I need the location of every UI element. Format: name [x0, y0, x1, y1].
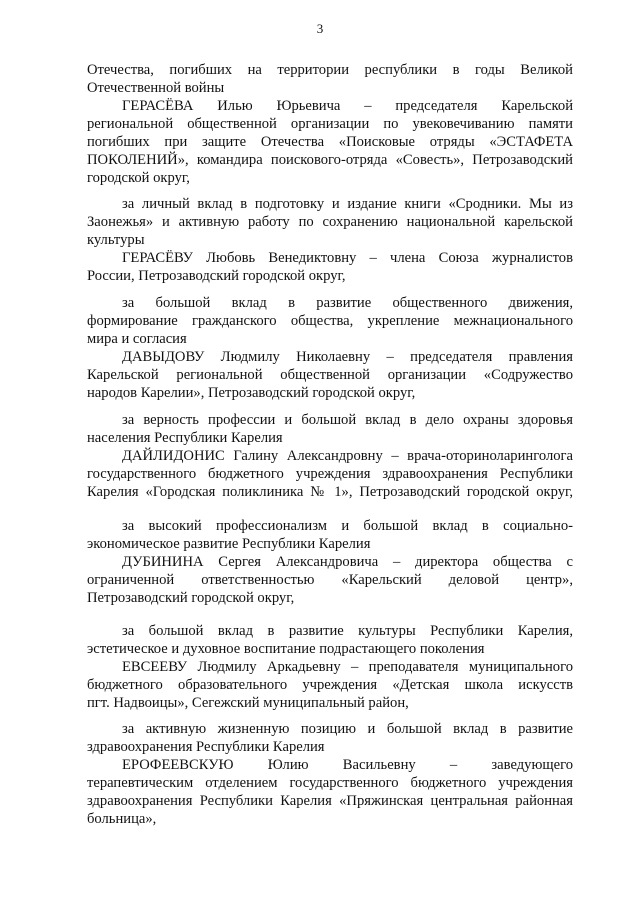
text-line: городской округ, — [87, 170, 190, 186]
text-line: за верность профессии и большой вклад в дело охраны здоровья — [122, 412, 573, 428]
text-line: эстетическое и духовное воспитание подрастающего поколения — [87, 641, 485, 657]
text-line: Карелия «Городская поликлиника № 1», Петрозаводский городской округ, — [87, 484, 573, 500]
text-line: здравоохранения Республики Карелия — [87, 739, 325, 755]
text-line: терапевтическим отделением государственного бюджетного учреждения — [87, 775, 573, 791]
text-line: ДУБИНИНА Сергея Александровича – директора общества с — [122, 554, 573, 570]
text-line: ограниченной ответственностью «Карельский деловой центр», — [87, 572, 573, 588]
text-line: культуры — [87, 232, 145, 248]
text-line: больница», — [87, 811, 157, 827]
text-line: погибших при защите Отечества «Поисковые отряды «ЭСТАФЕТА — [87, 134, 573, 150]
text-line: региональной общественной организации по увековечиванию памяти — [87, 116, 573, 132]
text-line: России, Петрозаводский городской округ, — [87, 268, 346, 284]
text-line: за высокий профессионализм и большой вклад в социально- — [122, 518, 573, 534]
text-line: за большой вклад в развитие культуры Республики Карелия, — [122, 623, 573, 639]
text-line: формирование гражданского общества, укрепление межнационального — [87, 313, 573, 329]
text-line: здравоохранения Республики Карелия «Пряжинская центральная районная — [87, 793, 573, 809]
page-number: 3 — [316, 21, 324, 36]
text-line: ПОКОЛЕНИЙ», командира поискового-отряда «Совесть», Петрозаводский — [87, 152, 573, 168]
text-line: ДАВЫДОВУ Людмилу Николаевну – председателя правления — [122, 349, 573, 365]
text-line: Карельской региональной общественной организации «Содружество — [87, 367, 573, 383]
text-line: Отечественной войны — [87, 80, 225, 96]
text-line: пгт. Надвоицы», Сегежский муниципальный район, — [87, 695, 409, 711]
text-line: Отечества, погибших на территории республики в годы Великой — [87, 62, 573, 78]
text-line: за личный вклад в подготовку и издание книги «Сродники. Мы из — [122, 196, 573, 212]
text-line: за активную жизненную позицию и большой вклад в развитие — [122, 721, 573, 737]
text-line: ГЕРАСЁВА Илью Юрьевича – председателя Карельской — [122, 98, 573, 114]
text-line: ЕРОФЕЕВСКУЮ Юлию Васильевну – заведующего — [122, 757, 573, 773]
text-line: экономическое развитие Республики Карелия — [87, 536, 371, 552]
text-line: за большой вклад в развитие общественного движения, — [122, 295, 573, 311]
text-line: ДАЙЛИДОНИС Галину Александровну – врача-оториноларинголога — [122, 448, 573, 464]
text-line: ЕВСЕЕВУ Людмилу Аркадьевну – преподавателя муниципального — [122, 659, 573, 675]
text-line: мира и согласия — [87, 331, 187, 347]
text-line: бюджетного образовательного учреждения «Детская школа искусств — [87, 677, 573, 693]
text-line: Петрозаводский городской округ, — [87, 590, 295, 606]
text-line: населения Республики Карелия — [87, 430, 283, 446]
text-line: ГЕРАСЁВУ Любовь Венедиктовну – члена Союза журналистов — [122, 250, 573, 266]
text-line: Заонежья» и активную работу по сохранению национальной карельской — [87, 214, 573, 230]
text-line: народов Карелии», Петрозаводский городской округ, — [87, 385, 416, 401]
text-line: государственного бюджетного учреждения здравоохранения Республики — [87, 466, 573, 482]
